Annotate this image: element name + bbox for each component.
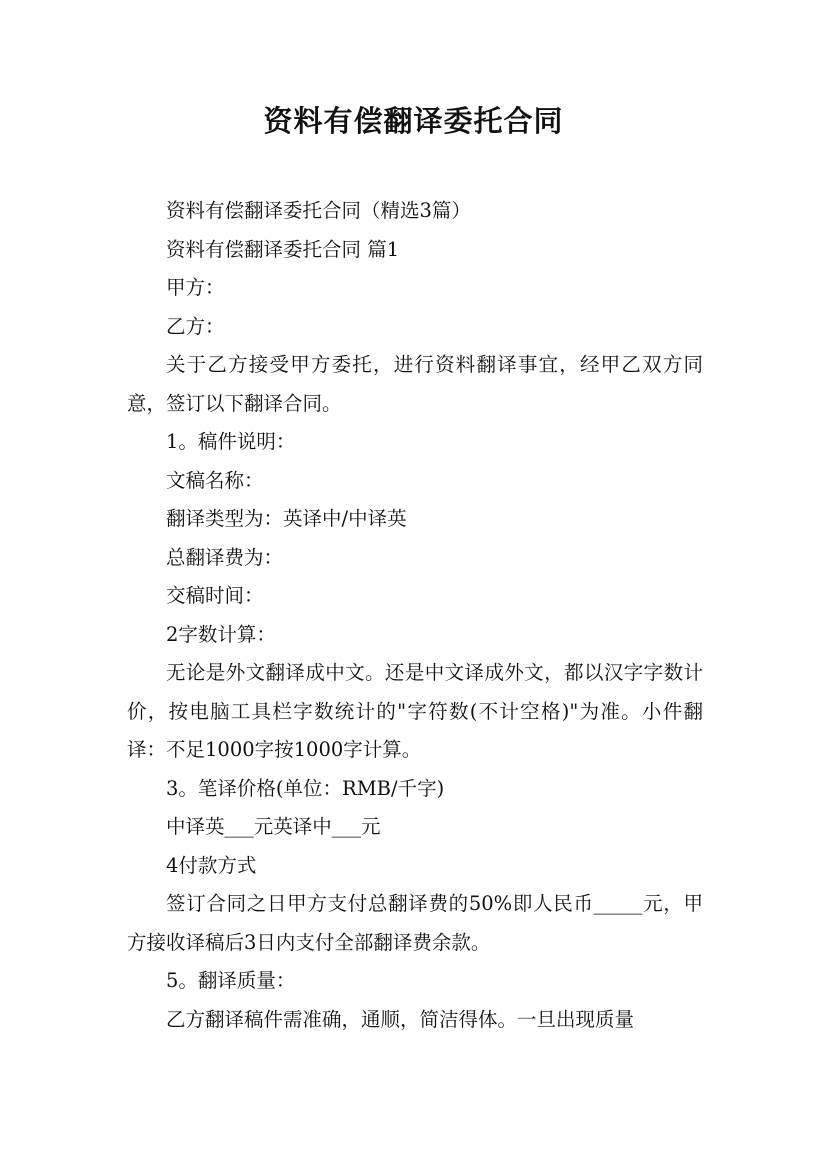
paragraph-manuscript-name: 文稿名称： — [166, 468, 264, 492]
paragraph-translation-type: 翻译类型为：英译中/中译英 — [166, 507, 407, 530]
paragraph-payment-terms: 签订合同之日甲方支付总翻译费的50%即人民币_____元，甲方接收译稿后3日内支付全部翻译费余款。 — [127, 892, 703, 954]
paragraph-manuscript-description: 1。稿件说明： — [166, 430, 296, 453]
document-title: 资料有偿翻译委托合同 — [263, 104, 564, 138]
paragraph-section-heading: 资料有偿翻译委托合同 篇1 — [166, 237, 400, 261]
paragraph-subtitle: 资料有偿翻译委托合同（精选3篇） — [166, 199, 471, 222]
paragraph-price-rates: 中译英___元英译中___元 — [166, 815, 381, 838]
paragraph-word-count-rules: 无论是外文翻译成中文。还是中文译成外文，都以汉字字数计价，按电脑工具栏字数统计的"字符数(不计空格)"为准。小件翻译：不足1000字按1000字计算。 — [127, 661, 703, 761]
paragraph-price-heading: 3。笔译价格(单位：RMB/千字) — [166, 776, 445, 800]
document-body — [127, 192, 703, 1039]
paragraph-payment-heading: 4付款方式 — [166, 853, 257, 877]
paragraph-party-a: 甲方： — [166, 276, 225, 299]
paragraph-word-count-heading: 2字数计算： — [166, 622, 276, 646]
paragraph-delivery-time: 交稿时间： — [166, 584, 264, 607]
paragraph-quality-heading: 5。翻译质量： — [166, 969, 296, 992]
paragraph-preamble: 关于乙方接受甲方委托，进行资料翻译事宜，经甲乙双方同意，签订以下翻译合同。 — [127, 353, 703, 415]
paragraph-quality-terms: 乙方翻译稿件需准确，通顺，简洁得体。一旦出现质量 — [166, 1007, 635, 1031]
paragraph-party-b: 乙方： — [166, 314, 225, 338]
paragraph-total-fee: 总翻译费为： — [166, 545, 284, 569]
